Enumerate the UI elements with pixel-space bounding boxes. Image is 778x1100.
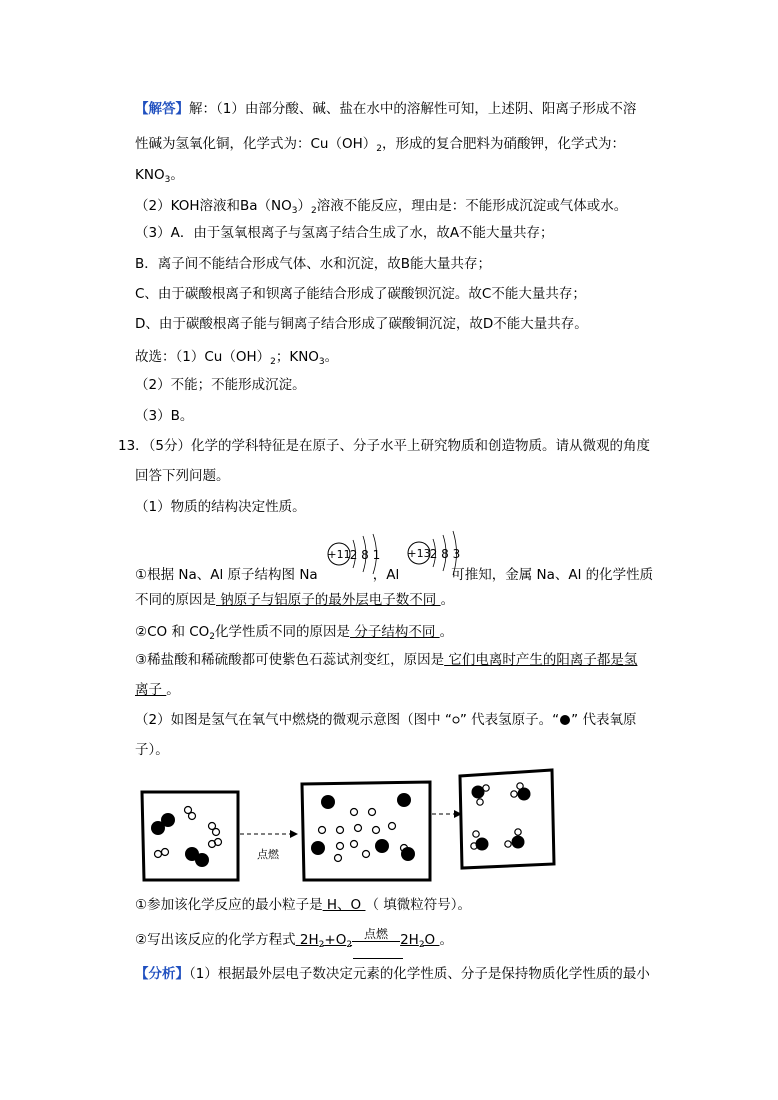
atoms-box xyxy=(302,782,430,880)
answer-blank-1: 钠原子与铝原子的最外层电子数不同 xyxy=(216,592,441,608)
reaction-condition: 点燃 xyxy=(352,927,400,942)
al-shell-electrons: 2 8 3 xyxy=(429,547,461,561)
q13-sub1-line2: 不同的原因是 钠原子与铝原子的最外层电子数不同 。 xyxy=(135,592,455,608)
analysis-tag: 【分析】 xyxy=(135,966,189,982)
oxygen-atom-icon xyxy=(559,714,571,726)
products-box xyxy=(460,770,554,868)
al-nucleus-label: +13 xyxy=(407,547,431,560)
hydrogen-atom-icon xyxy=(452,716,460,724)
answer-line-9: 故选：$(1)Cu(OH)_2$；$KNO_3$。 xyxy=(135,349,339,367)
answer-line-7: C、由于碳酸根离子和钡离子能结合形成了碳酸钡沉淀。故C不能大量共存； xyxy=(135,286,586,302)
answer-blank-5: $2H_2+O_2$ xyxy=(295,932,353,950)
na-nucleus-label: +11 xyxy=(327,548,351,561)
answer-line-11: （3）B。 xyxy=(135,408,194,424)
answer-line-4: （2）KOH溶液和$Ba(NO_3)_2$溶液不能反应，理由是：不能形成沉淀或气体或水。 xyxy=(135,198,628,216)
equation-rule xyxy=(353,958,403,959)
ignite-label: 点燃 xyxy=(257,848,279,861)
reactants-box xyxy=(142,792,238,880)
answer-line-6: B．离子间不能结合形成气体、水和沉淀，故B能大量共存； xyxy=(135,256,492,272)
na-shell-electrons: 2 8 1 xyxy=(349,548,381,562)
answer-line-3: $KNO_3$。 xyxy=(135,167,184,185)
answer-line-1: 【解答】解：（1）由部分酸、碱、盐在水中的溶解性可知，上述阴、阳离子形成不溶 xyxy=(135,101,637,117)
q13-sub5: ②写出该反应的化学方程式 $2H_2+O_2$点燃 $2H_2O$ 。 xyxy=(135,927,453,950)
q13-part2-line1: （2）如图是氢气在氧气中燃烧的微观示意图（图中 “ ” 代表氢原子。“ ” 代表氧原 xyxy=(135,712,637,728)
q13-sub4: ①参加该化学反应的最小粒子是 H、O （ 填微粒符号）。 xyxy=(135,897,472,913)
answer-line-8: D、由于碳酸根离子能与铜离子结合形成了碳酸铜沉淀，故D不能大量共存。 xyxy=(135,316,588,332)
answer-line-10: （2）不能；不能形成沉淀。 xyxy=(135,377,306,393)
q13-heading: 13．（5分）化学的学科特征是在原子、分子水平上研究物质和创造物质。请从微观的角度 xyxy=(118,438,651,454)
q13-sub3-line2: 离子 。 xyxy=(135,682,180,698)
q13-sub2: ②CO 和 $CO_2$化学性质不同的原因是 分子结构不同 。 xyxy=(135,624,454,642)
answer-blank-3: 它们电离时产生的阳离子都是氢 xyxy=(444,652,638,668)
analysis-line-1: 【分析】（1）根据最外层电子数决定元素的化学性质、分子是保持物质化学性质的最小 xyxy=(135,966,650,982)
q13-sub3-line1: ③稀盐酸和稀硫酸都可使紫色石蕊试剂变红，原因是 它们电离时产生的阳离子都是氢 xyxy=(135,652,638,668)
answer-line-2: 性碱为氢氧化铜，化学式为：$Cu(OH)_2$，形成的复合肥料为硝酸钾，化学式为： xyxy=(135,136,625,154)
answer-blank-4: H、O xyxy=(322,897,366,913)
reaction-micro-diagram xyxy=(140,768,660,884)
q13-heading-cont: 回答下列问题。 xyxy=(135,468,230,484)
q13-part2-line2: 子）。 xyxy=(135,742,169,758)
answer-line-5: （3）A．由于氢氧根离子与氢离子结合生成了水，故A不能大量共存； xyxy=(135,225,554,241)
answer-blank-2: 分子结构不同 xyxy=(350,624,440,640)
q13-part1: （1）物质的结构决定性质。 xyxy=(135,499,306,515)
answer-tag: 【解答】 xyxy=(135,101,189,117)
q13-sub1-line1: ①根据 Na、Al 原子结构图 Na ，Al 可推知，金属 Na、Al 的化学性质 xyxy=(135,567,654,583)
